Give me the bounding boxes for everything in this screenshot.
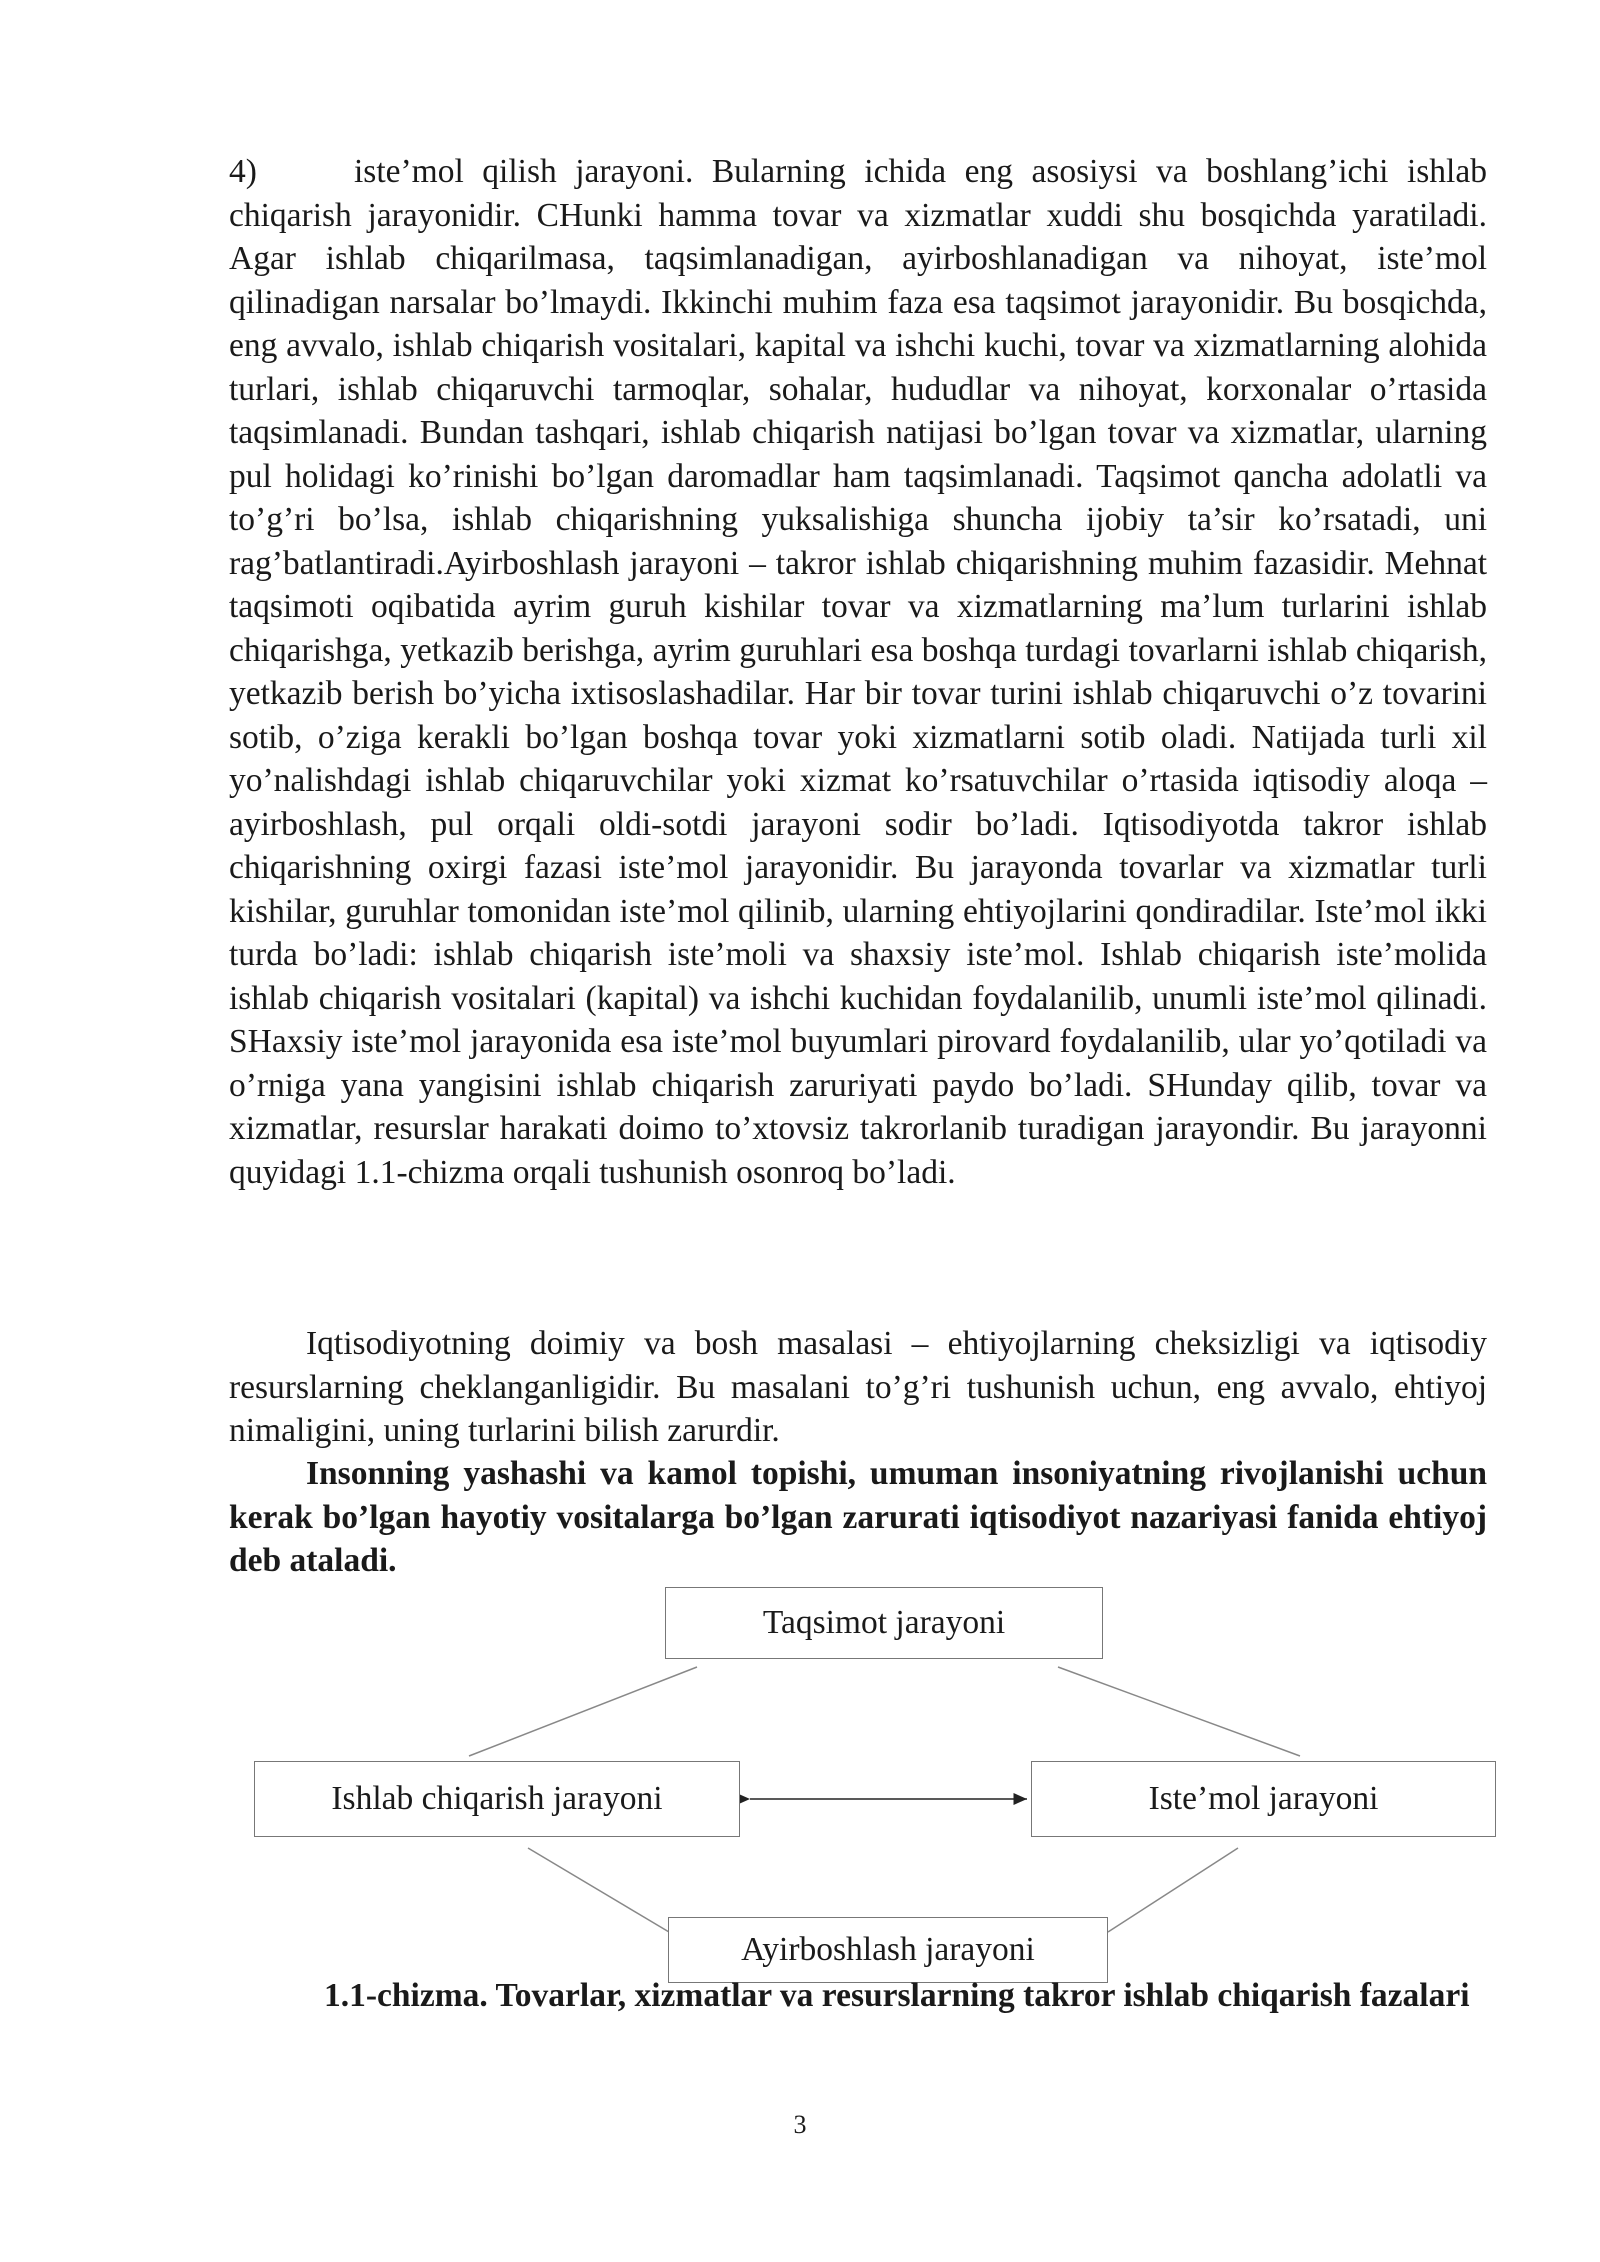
box-production: Ishlab chiqarish jarayoni — [254, 1761, 740, 1837]
list-number: 4) — [229, 153, 257, 190]
paragraph-1-text: iste’mol qilish jarayoni. Bularning ichida eng asosiysi va boshlang’ichi ishlab chiqarish jarayonidir. CHunki hamma tovar va xizmatlar xuddi shu bosqichda yaratiladi. Agar ishlab chiqarilmasa, taqsimlanadigan, ayirboshlanadigan va nihoyat, iste’mol qilinadigan narsalar bo’lmaydi. Ikkinchi muhim faza esa taqsimot jarayonidir. Bu bosqichda, eng avvalo, ishlab chiqarish vositalari, kapital va ishchi kuchi, tovar va xizmatlarning alohida turlari, ishlab chiqaruvchi tarmoqlar, sohalar, hududlar va nihoyat, korxonalar o’rtasida taqsimlanadi. Bundan tashqari, ishlab chiqarish natijasi bo’lgan tovar va xizmatlar, ularning pul holidagi ko’rinishi bo’lgan daromadlar ham taqsimlanadi. Taqsimot qancha adolatli va to’g’ri bo’lsa, ishlab chiqarishning yuksalishiga shuncha ijobiy ta’sir ko’rsatadi, uni rag’batlantiradi.Ayirboshlash jarayoni – takror ishlab chiqarishning muhim fazasidir. Mehnat taqsimoti oqibatida ayrim guruh kishilar tovar va xizmatlarning ma’lum turlarini ishlab chiqarishga, yetkazib berishga, ayrim guruhlari esa boshqa turdagi tovarlarni ishlab chiqarish, yetkazib berish bo’yicha ixtisoslashadilar. Har bir tovar turini ishlab chiqaruvchi o’z tovarini sotib, o’ziga kerakli bo’lgan boshqa tovar yoki xizmatlarni sotib oladi. Natijada turli xil yo’nalishdagi ishlab chiqaruvchilar yoki xizmat ko’rsatuvchilar o’rtasida iqtisodiy aloqa – ayirboshlash, pul orqali oldi-sotdi jarayoni sodir bo’ladi. Iqtisodiyotda takror ishlab chiqarishning oxirgi fazasi iste’mol jarayonidir. Bu jarayonda tovarlar va xizmatlar turli kishilar, guruhlar tomonidan iste’mol qilinib, ularning ehtiyojlarini qondiradilar. Iste’mol ikki turda bo’ladi: ishlab chiqarish iste’moli va shaxsiy iste’mol. Ishlab chiqarish iste’molida ishlab chiqarish vositalari (kapital) va ishchi kuchidan foydalanilib, unumli iste’mol qilinadi. SHaxsiy iste’mol jarayonida esa iste’mol buyumlari pirovard foydalanilib, ular yo’qotiladi va o’rniga yana yangisini ishlab chiqarish zaruriyati paydo bo’ladi. SHunday qilib, tovar va xizmatlar, resurslar harakati doimo to’xtovsiz takrorlanib turadigan jarayondir. Bu jarayonni quyidagi 1.1-chizma orqali tushunish osonroq bo’ladi. — [229, 153, 1487, 1191]
box-distribution: Taqsimot jarayoni — [665, 1587, 1103, 1659]
paragraph-2: Iqtisodiyotning doimiy va bosh masalasi – ehtiyojlarning cheksizligi va iqtisodiy resurslarning cheklanganligidir. Bu masalani to’g’ri tushunish uchun, eng avvalo, ehtiyoj nimaligini, uning turlarini bilish zarurdir. — [229, 1325, 1487, 1449]
connector-bottom-right — [1108, 1848, 1238, 1932]
connector-bottom-left — [528, 1848, 669, 1932]
connector-top-right — [1058, 1667, 1300, 1756]
paragraph-1 — [229, 150, 1487, 1194]
box-exchange: Ayirboshlash jarayoni — [668, 1917, 1108, 1983]
figure-caption: 1.1-chizma. Tovarlar, xizmatlar va resurslarning takror ishlab chiqarish fazalari — [324, 1977, 1470, 2014]
connector-top-left — [469, 1667, 697, 1756]
definition-paragraph: Insonning yashashi va kamol topishi, umuman insoniyatning rivojlanishi uchun kerak bo’lgan hayotiy vositalarga bo’lgan zarurati iqtisodiyot nazariyasi fanida ehtiyoj deb ataladi. — [229, 1455, 1487, 1579]
page-number: 3 — [793, 2110, 807, 2139]
box-consumption: Iste’mol jarayoni — [1031, 1761, 1496, 1837]
